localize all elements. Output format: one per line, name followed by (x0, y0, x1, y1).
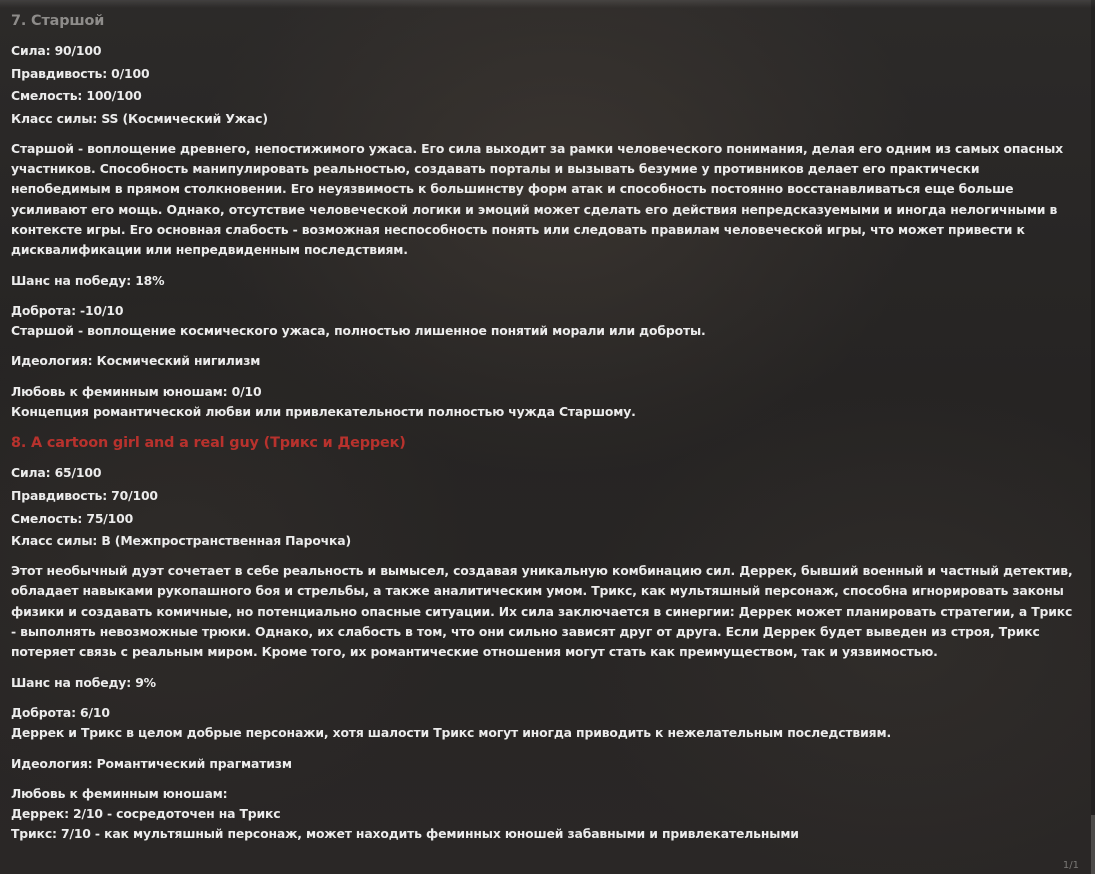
stat-courage: Смелость: 75/100 (11, 510, 134, 526)
section-7-kindness-note: Старшой - воплощение космического ужаса, полностью лишенное понятий морали или доброты. (11, 323, 706, 339)
section-8-title: 8. A cartoon girl and a real guy (Трикс и Деррек) (11, 435, 406, 452)
stat-courage: Смелость: 100/100 (11, 88, 142, 104)
page-counter: 1/1 (1062, 860, 1079, 871)
section-7-love-note: Концепция романтической любви или привлекательности полностью чужда Старшому. (11, 404, 636, 420)
stat-power-class: Класс силы: B (Межпространственная Парочка) (11, 533, 352, 549)
section-7 (11, 10, 1081, 422)
section-8-win-chance: Шанс на победу: 9% (11, 674, 156, 690)
message-content (11, 10, 1081, 855)
section-8-stats (11, 462, 1081, 553)
section-7-description: Старшой - воплощение древнего, непостижимого ужаса. Его сила выходит за рамки человеческого понимания, делая его одним из самых опасных участников. Способность манипулировать реальностью, создавать порталы и вызывать безумие у противников делает его практически непобедимым в прямом столкновении. Его неуязвимость к большинству форм атак и способность постоянно восстанавливаться еще больше усиливают его мощь. Однако, отсутствие человеческой логики и эмоций может сделать его действия непредсказуемыми и иногда нелогичными в контексте игры. Его основная слабость - возможная неспособность понять или следовать правилам человеческой игры, что может привести к дисквалификации или непредвиденным последствиям. (11, 140, 1063, 258)
stat-truthfulness: Правдивость: 0/100 (11, 65, 150, 81)
section-7-stats (11, 40, 1081, 131)
section-8-love-note-trix: Трикс: 7/10 - как мультяшный персонаж, может находить феминных юношей забавными и привлекательными (11, 826, 799, 842)
vertical-scrollbar[interactable] (1091, 0, 1095, 874)
section-8-love-note-derrek: Деррек: 2/10 - сосредоточен на Трикс (11, 806, 281, 822)
section-7-kindness: Доброта: -10/10 (11, 302, 124, 318)
top-edge-fade (0, 0, 1095, 8)
stat-power-class: Класс силы: SS (Космический Ужас) (11, 111, 268, 127)
stat-truthfulness: Правдивость: 70/100 (11, 488, 158, 504)
stat-strength: Сила: 65/100 (11, 465, 102, 481)
section-8 (11, 432, 1081, 844)
stat-strength: Сила: 90/100 (11, 43, 102, 58)
section-8-description: Этот необычный дуэт сочетает в себе реальность и вымысел, создавая уникальную комбинацию сил. Деррек, бывший военный и частный детектив, обладает навыками рукопашного боя и стрельбы, а также аналитическим умом. Трикс, как мультяшный персонаж, способна игнорировать законы физики и создавать комичные, но потенциально опасные ситуации. Их сила заключается в синергии: Деррек может планировать стратегии, а Трикс - выполнять невозможные трюки. Однако, их слабость в том, что они сильно зависят друг от друга. Если Деррек будет выведен из строя, Трикс потеряет связь с реальным миром. Кроме того, их романтические отношения могут стать как преимуществом, так и уязвимостью. (11, 563, 1073, 660)
section-7-win-chance: Шанс на победу: 18% (11, 272, 165, 288)
scrollbar-thumb[interactable] (1091, 815, 1095, 874)
section-8-love: Любовь к феминным юношам: (11, 785, 228, 801)
section-7-love: Любовь к феминным юношам: 0/10 (11, 383, 262, 399)
section-8-ideology: Идеология: Романтический прагматизм (11, 755, 292, 771)
section-8-kindness-note: Деррек и Трикс в целом добрые персонажи, хотя шалости Трикс могут иногда приводить к нежелательным последствиям. (11, 725, 891, 741)
section-8-kindness: Доброта: 6/10 (11, 704, 110, 720)
section-7-title: 7. Старшой (11, 13, 105, 29)
section-7-ideology: Идеология: Космический нигилизм (11, 353, 261, 369)
